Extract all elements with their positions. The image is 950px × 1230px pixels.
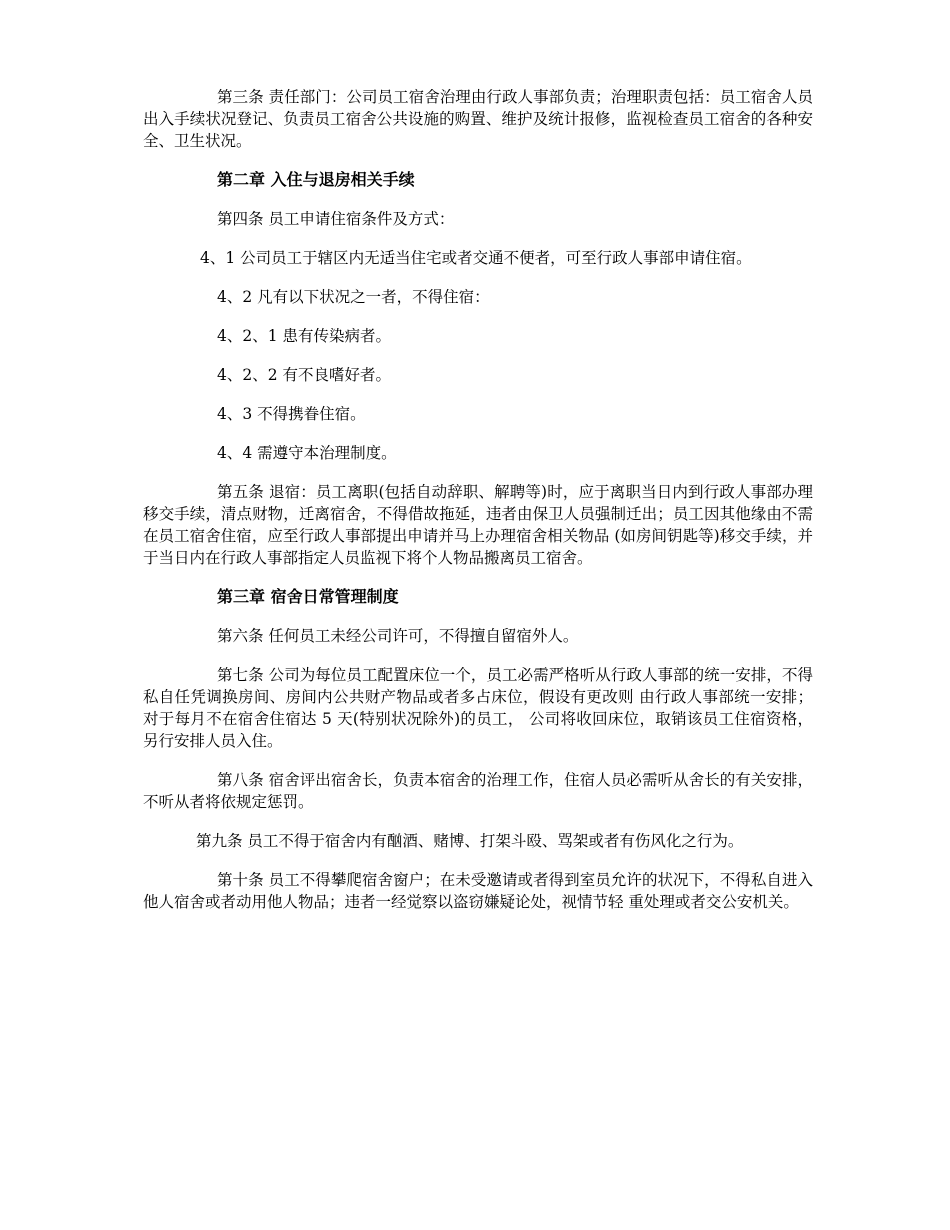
article-3: 第三条 责任部门：公司员工宿舍治理由行政人事部负责；治理职责包括：员工宿舍人员出入手续状况登记、负责员工宿舍公共设施的购置、维护及统计报修，监视检查员工宿舍的各种安全、卫生状况。 <box>143 88 813 150</box>
clause-4-2-2: 4、2、2 有不良嗜好者。 <box>217 366 392 384</box>
article-9: 第九条 员工不得于宿舍内有酗酒、赌博、打架斗殴、骂架或者有伤风化之行为。 <box>196 832 744 850</box>
article-8: 第八条 宿舍评出宿舍长，负责本宿舍的治理工作，住宿人员必需听从舍长的有关安排，不听从者将依规定惩罚。 <box>143 771 813 811</box>
clause-4-1: 4、1 公司员工于辖区内无适当住宅或者交通不便者，可至行政人事部申请住宿。 <box>200 249 752 267</box>
article-6: 第六条 任何员工未经公司许可，不得擅自留宿外人。 <box>217 627 579 645</box>
clause-4-2-1: 4、2、1 患有传染病者。 <box>217 327 392 345</box>
article-7: 第七条 公司为每位员工配置床位一个，员工必需严格听从行政人事部的统一安排，不得私自任凭调换房间、房间内公共财产物品或者多占床位，假设有更改则 由行政人事部统一安排；对于每月不在宿舍住宿达 5 天(特别状况除外)的员工， 公司将收回床位，取销该员工住宿资格，另行安排人员入住。 <box>143 666 813 750</box>
chapter-2-heading: 第二章 入住与退房相关手续 <box>217 170 415 189</box>
article-5: 第五条 退宿：员工离职(包括自动辞职、解聘等)时，应于离职当日内到行政人事部办理移交手续，清点财物，迁离宿舍，不得借故拖延，违者由保卫人员强制迁出；员工因其他缘由不需在员工宿舍住宿，应至行政人事部提出申请并马上办理宿舍相关物品 (如房间钥匙等)移交手续，并于当日内在行政人事部指定人员监视下将个人物品搬离员工宿舍。 <box>143 483 813 567</box>
chapter-3-heading: 第三章 宿舍日常管理制度 <box>217 587 399 606</box>
clause-4-3: 4、3 不得携眷住宿。 <box>217 405 366 423</box>
article-4: 第四条 员工申请住宿条件及方式： <box>217 210 455 228</box>
clause-4-4: 4、4 需遵守本治理制度。 <box>217 444 397 462</box>
clause-4-2: 4、2 凡有以下状况之一者，不得住宿： <box>217 288 490 306</box>
article-10: 第十条 员工不得攀爬宿舍窗户；在未受邀请或者得到室员允许的状况下，不得私自进入他人宿舍或者动用他人物品；违者一经觉察以盗窃嫌疑论处，视情节轻 重处理或者交公安机关。 <box>143 871 813 911</box>
document-page <box>143 86 813 930</box>
